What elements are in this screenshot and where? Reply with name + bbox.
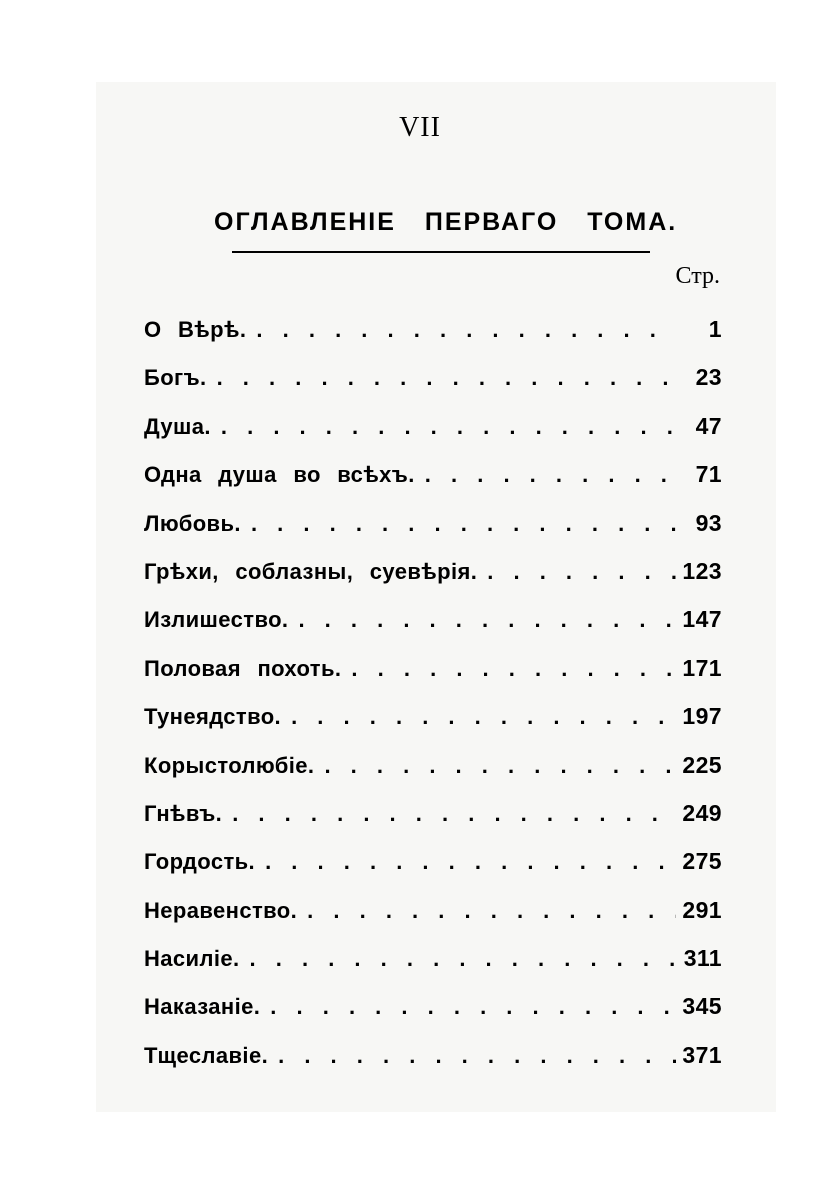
toc-entry-page: 93 [695,509,722,536]
toc-entry-page: 47 [695,412,722,439]
toc-entry-lyubov [144,510,722,558]
toc-entry-korystolyubie [144,752,722,800]
toc-entry-title: Излишество. [144,607,289,633]
toc-entry-title: Неравенство. [144,897,298,923]
dot-leader [256,317,676,343]
toc-entry-title: Половая похоть. [144,655,342,681]
toc-entry-izlishestvo [144,606,722,654]
heading-rule [232,251,650,253]
toc-entry-page: 197 [682,703,722,730]
dot-leader [324,753,676,779]
toc-entry-page: 371 [682,1041,722,1068]
toc-entry-tuneyadstvo [144,703,722,751]
toc-entry-title: Гнѣвъ. [144,800,223,826]
toc-entry-page: 1 [708,316,722,342]
toc-entry-title: Грѣхи, соблазны, суевѣрія. [144,558,478,584]
page-column-label: Стр. [675,263,720,289]
dot-leader [291,704,676,730]
toc-entry-title: Одна душа во всѣхъ. [144,462,415,488]
dot-leader [232,801,676,827]
dot-leader [425,462,676,488]
toc-entry-nasilie [144,945,722,993]
toc-entry-page: 225 [682,751,722,778]
toc-entry-page: 171 [682,654,722,681]
toc-entry-odna-dusha [144,461,722,509]
dot-leader [270,994,676,1020]
toc-entry-page: 123 [682,557,722,584]
contents-heading: ОГЛАВЛЕНІЕ ПЕРВАГО ТОМА. [214,208,678,236]
toc-entry-grekhi [144,558,722,606]
toc-entry-gnev [144,800,722,848]
toc-entry-title: Душа. [144,413,211,439]
toc-entry-title: Наказаніе. [144,994,261,1020]
dot-leader [265,849,676,875]
dot-leader [307,898,676,924]
toc-entry-nakazanie [144,993,722,1041]
toc-entry-o-vere [144,316,722,364]
toc-entry-page: 311 [683,945,722,972]
dot-leader [351,656,676,682]
dot-leader [250,946,676,972]
toc-entry-tshcheslavie [144,1042,722,1090]
dot-leader [251,511,676,537]
page-number: VII [399,112,441,143]
toc-entry-page: 23 [695,364,722,391]
toc-entry-title: Корыстолюбіе. [144,752,315,778]
dot-leader [278,1043,676,1069]
toc-entry-page: 71 [695,461,722,488]
toc-entry-title: Гордость. [144,849,256,875]
dot-leader [487,559,676,585]
toc-entry-title: О Вѣрѣ. [144,317,247,342]
toc-entry-polovaya-pokhot [144,655,722,703]
toc-entry-page: 291 [682,896,722,923]
toc-entry-page: 249 [682,799,722,826]
toc-entry-neravenstvo [144,897,722,945]
dot-leader [298,607,676,633]
dot-leader [217,365,676,391]
toc-entry-title: Насиліе. [144,946,240,972]
toc-entry-gordost [144,848,722,896]
table-of-contents [144,316,722,1090]
toc-entry-dusha [144,413,722,461]
toc-entry-title: Тщеславіе. [144,1042,269,1068]
toc-entry-page: 147 [682,606,722,633]
toc-entry-title: Тунеядство. [144,704,282,730]
dot-leader [221,414,676,440]
toc-entry-bog [144,364,722,412]
toc-entry-page: 345 [682,993,722,1020]
toc-entry-title: Богъ. [144,365,207,391]
toc-entry-page: 275 [682,848,722,875]
toc-entry-title: Любовь. [144,510,241,536]
